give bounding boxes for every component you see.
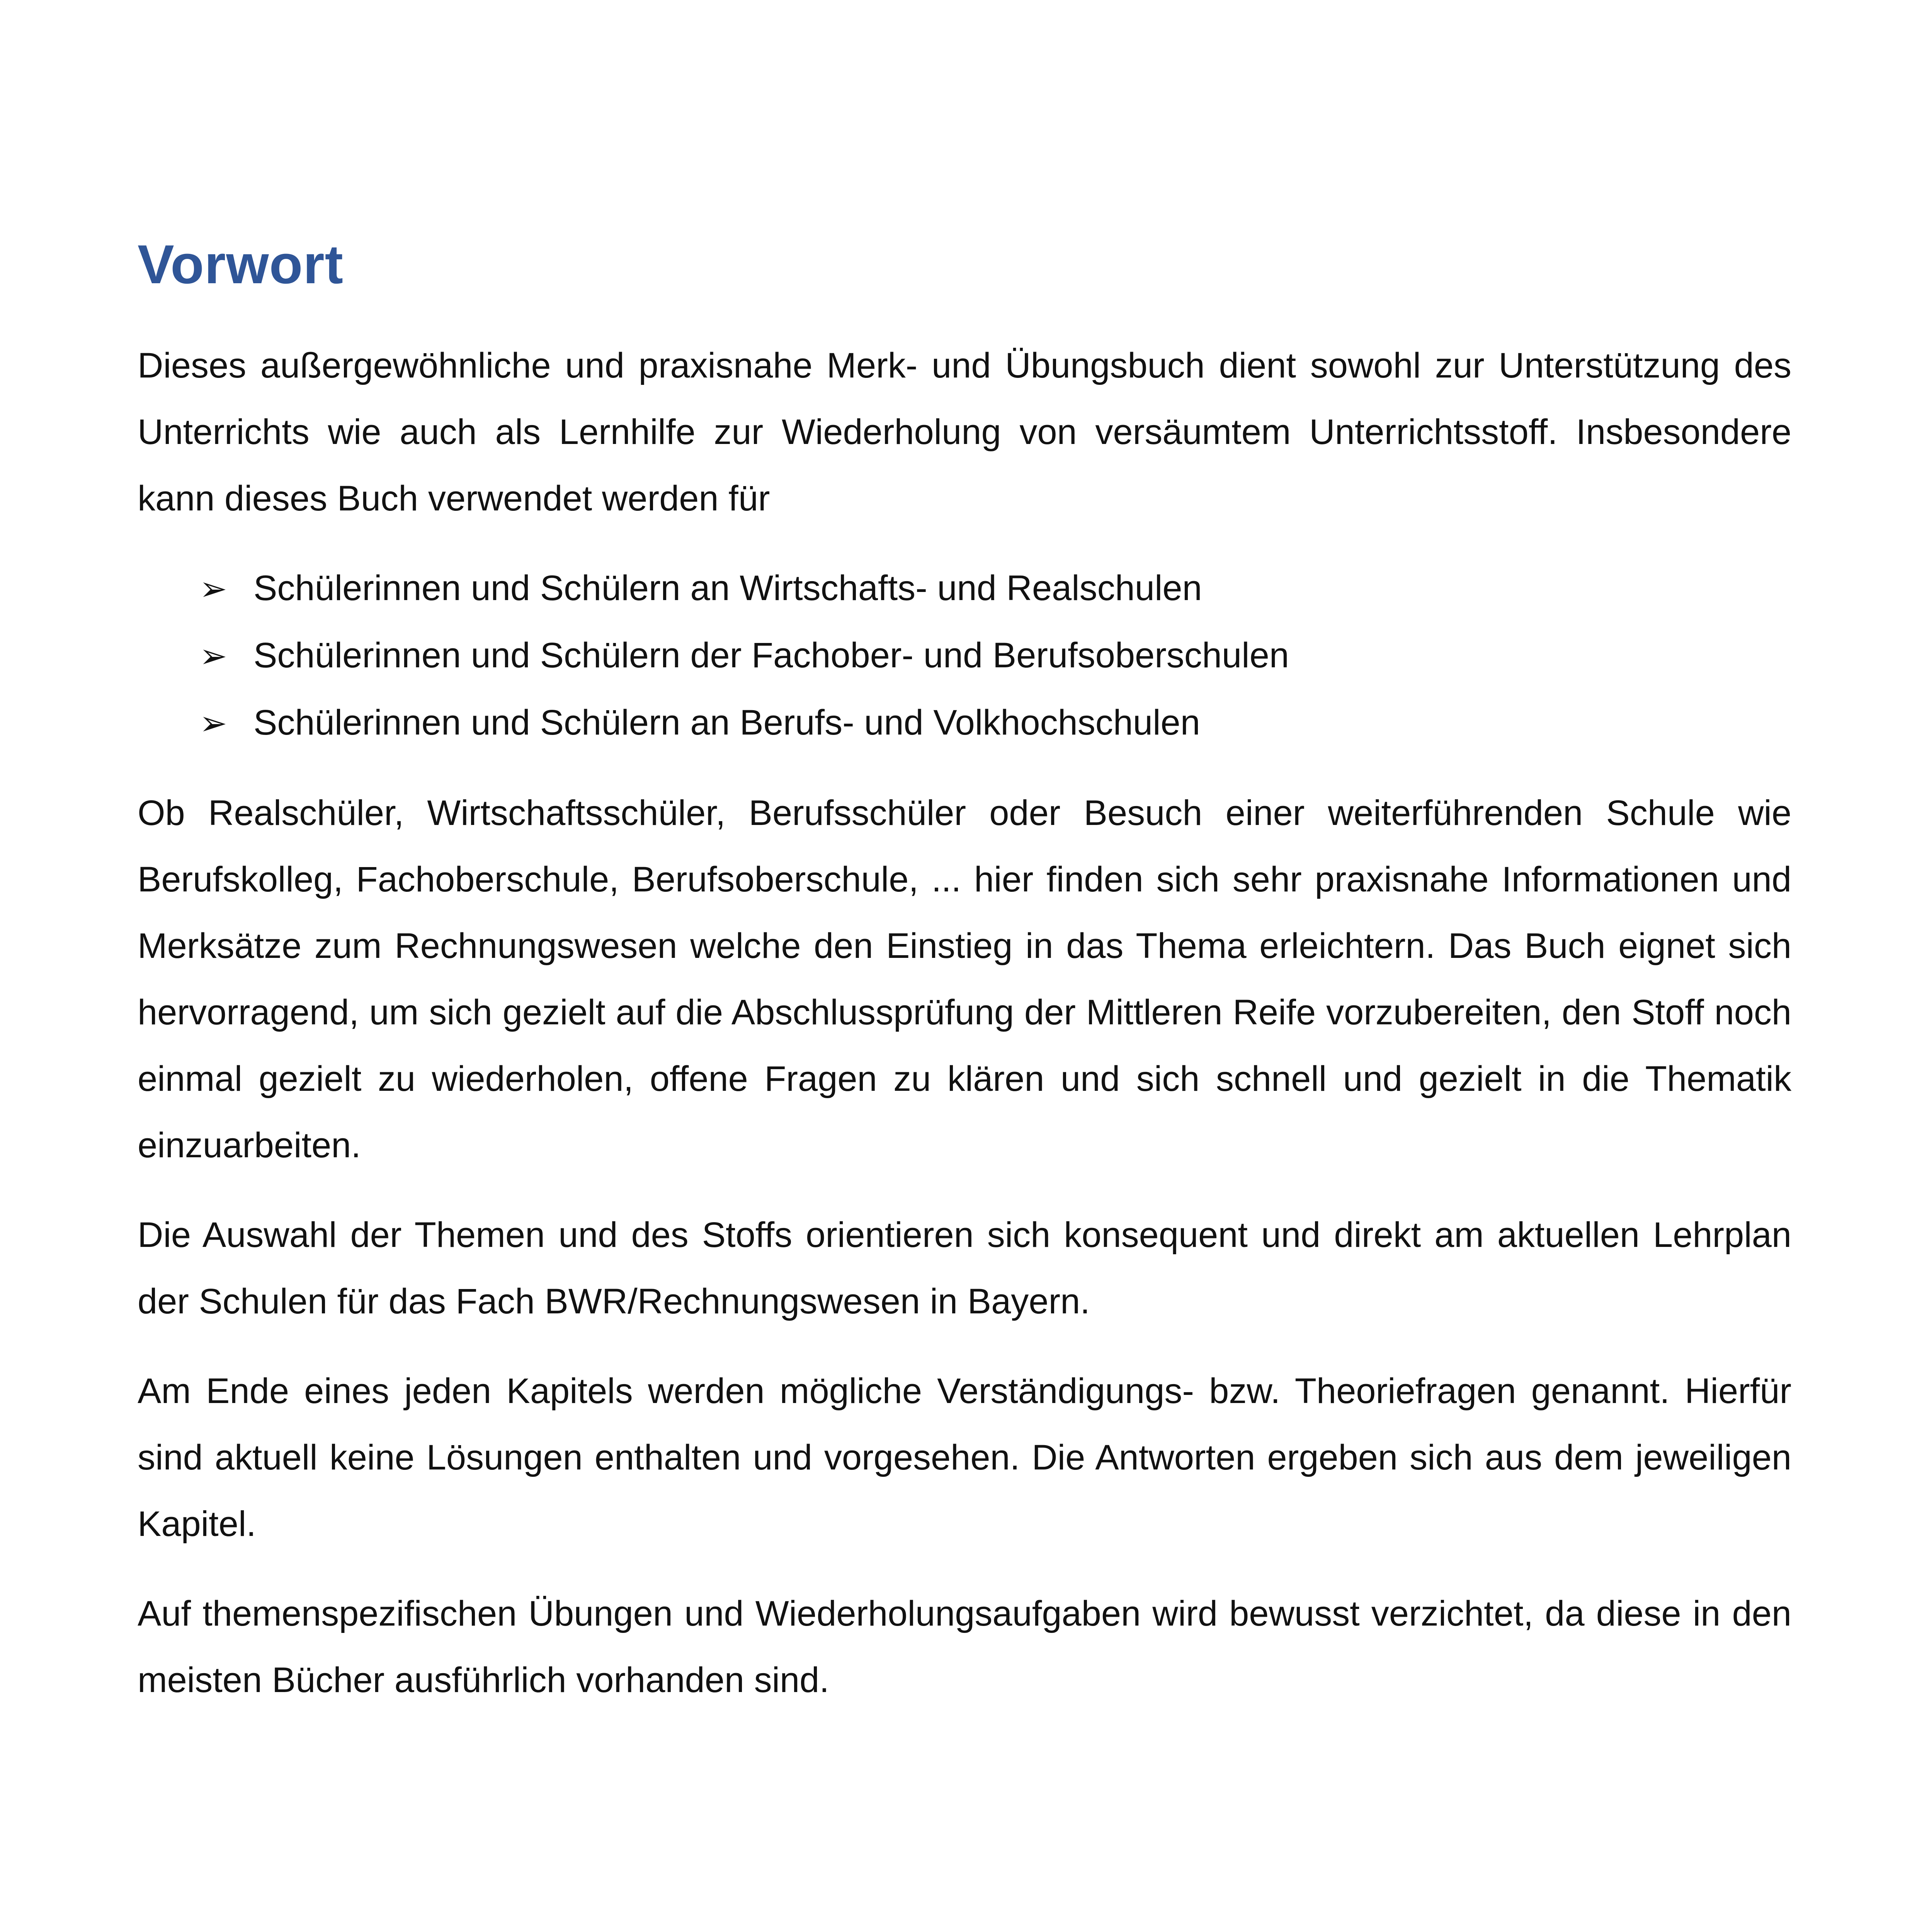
arrowhead-bullet-icon: ➢	[199, 570, 228, 608]
body-paragraph: Auf themenspezifischen Übungen und Wiederholungsaufgaben wird bewusst verzichtet, da diese in den meisten Bücher ausführlich vorhanden sind.	[138, 1594, 1791, 1700]
body-paragraph: Die Auswahl der Themen und des Stoffs orientieren sich konsequent und direkt am aktuellen Lehrplan der Schulen für das Fach BWR/Rechnungswesen in Bayern.	[138, 1215, 1791, 1321]
arrowhead-bullet-icon: ➢	[199, 638, 228, 675]
list-item	[199, 622, 1791, 689]
body-paragraph: Am Ende eines jeden Kapitels werden mögliche Verständigungs- bzw. Theoriefragen genannt. Hierfür sind aktuell keine Lösungen enthalten und vorgesehen. Die Antworten ergeben sich aus dem jeweiligen Kapitel.	[138, 1371, 1791, 1544]
page-content	[138, 232, 1791, 1736]
intro-paragraph: Dieses außergewöhnliche und praxisnahe Merk- und Übungsbuch dient sowohl zur Unterstützung des Unterrichts wie auch als Lernhilfe zur Wiederholung von versäumtem Unterrichtsstoff. Insbesondere kann dieses Buch verwendet werden für	[138, 346, 1791, 519]
audience-list	[138, 555, 1791, 757]
list-item-text: Schülerinnen und Schülern der Fachober- und Berufsoberschulen	[253, 636, 1289, 675]
list-item	[199, 689, 1791, 757]
arrowhead-bullet-icon: ➢	[199, 705, 228, 742]
list-item-text: Schülerinnen und Schülern an Wirtschafts- und Realschulen	[253, 568, 1202, 608]
list-item-text: Schülerinnen und Schülern an Berufs- und Volkhochschulen	[253, 703, 1200, 743]
page-title: Vorwort	[138, 234, 344, 295]
list-item	[199, 555, 1791, 622]
body-paragraph: Ob Realschüler, Wirtschaftsschüler, Berufsschüler oder Besuch einer weiterführenden Schule wie Berufskolleg, Fachoberschule, Berufsoberschule, ... hier finden sich sehr praxisnahe Informationen und Merksätze zum Rechnungswesen welche den Einstieg in das Thema erleichtern. Das Buch eignet sich hervorragend, um sich gezielt auf die Abschlussprüfung der Mittleren Reife vorzubereiten, den Stoff noch einmal gezielt zu wiederholen, offene Fragen zu klären und sich schnell und gezielt in die Thematik einzuarbeiten.	[138, 793, 1791, 1165]
